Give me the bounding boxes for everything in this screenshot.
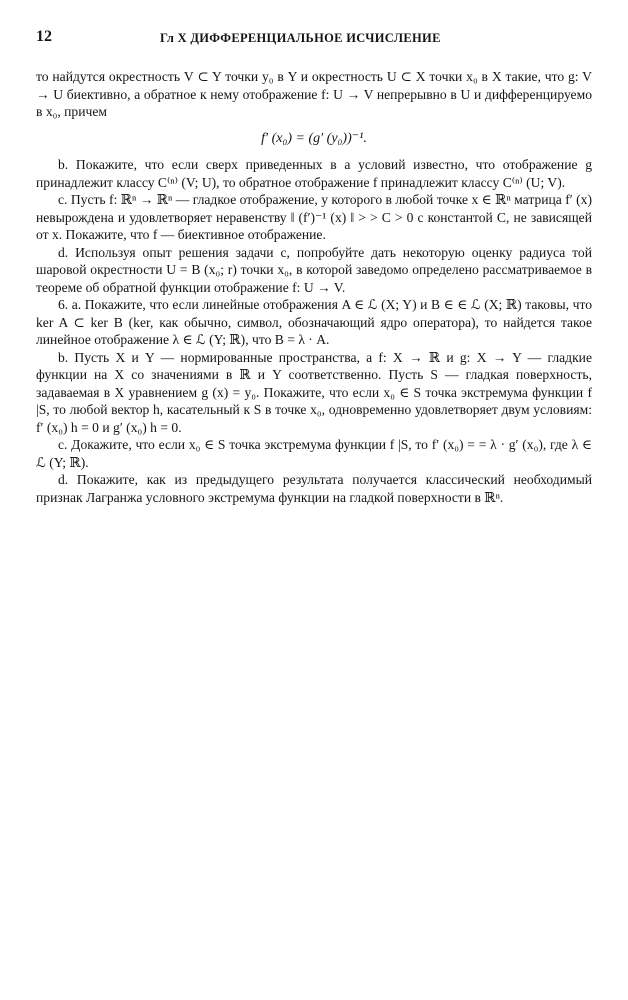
exercise-5b: b. Покажите, что если сверх приведенных в a условий известно, что отображение g принадлежит классу C⁽ⁿ⁾ (V; U), то обратное отображение f принадлежит классу C⁽ⁿ⁾ (U; V). <box>36 157 592 190</box>
exercise-6c: c. Докажите, что если x₀ ∈ S точка экстремума функции f |S, то f′ (x₀) = = λ · g′ (x₀), где λ ∈ ℒ (Y; ℝ). <box>36 437 592 470</box>
exercise-5c: c. Пусть f: ℝⁿ → ℝⁿ — гладкое отображение, у которого в любой точке x ∈ ℝⁿ матрица f′ (x) невырождена и удовлетворяет неравенству ‖ (f′)⁻¹ (x) ‖ > > C > 0 с константой C, не зависящей от x. Покажите, что f — биективное отображение. <box>36 192 592 242</box>
inverse-derivative-formula: f′ (x₀) = (g′ (y₀))⁻¹. <box>261 130 367 146</box>
paragraph-continuation: то найдутся окрестность V ⊂ Y точки y₀ в Y и окрестность U ⊂ X точки x₀ в X такие, что g: V → U биективно, а обратное к нему отображение f: U → V непрерывно в U и дифференцируемо в x₀, причем <box>36 69 592 119</box>
page-number: 12 <box>36 28 52 45</box>
exercise-6b: b. Пусть X и Y — нормированные пространства, а f: X → ℝ и g: X → Y — гладкие функции на X со значениями в ℝ и Y соответственно. Пусть S — гладкая поверхность, задаваемая в X уравнением g (x) = y₀. Покажите, что если x₀ ∈ S точка экстремума функции f |S, то любой вектор h, касательный к S в точке x₀, одновременно удовлетворяет двум условиям: f′ (x₀) h = 0 и g′ (x₀) h = 0. <box>36 349 592 435</box>
page-body <box>36 68 592 506</box>
exercise-5d: d. Используя опыт решения задачи c, попробуйте дать некоторую оценку радиуса той шаровой окрестности U = B (x₀; r) точки x₀, в которой заведомо определено рассматриваемое в теореме об обратной функции отображение f: U → V. <box>36 244 592 295</box>
exercise-6d: d. Покажите, как из предыдущего результата получается классический необходимый признак Лагранжа условного экстремума функции на гладкой поверхности в ℝⁿ. <box>36 472 592 505</box>
exercise-6a: 6. a. Покажите, что если линейные отображения A ∈ ℒ (X; Y) и B ∈ ∈ ℒ (X; ℝ) таковы, что ker A ⊂ ker B (ker, как обычно, символ, обозначающий ядро оператора), то найдется такое линейное отображение λ ∈ ℒ (Y; ℝ), что B = λ · A. <box>36 297 592 347</box>
running-head: Гл X ДИФФЕРЕНЦИАЛЬНОЕ ИСЧИСЛЕНИЕ <box>160 31 441 45</box>
